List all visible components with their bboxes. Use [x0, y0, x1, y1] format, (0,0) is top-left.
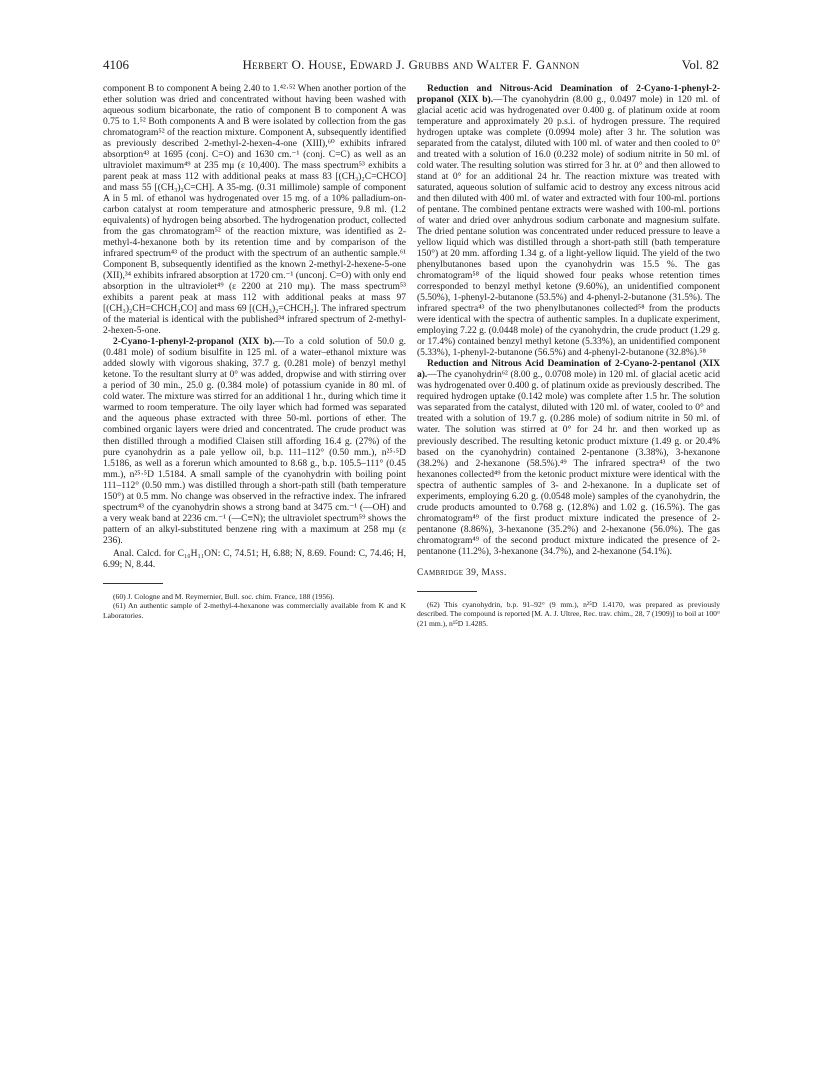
right-paragraph-1-body: —The cyanohydrin (8.00 g., 0.0497 mole) in 120 ml. of glacial acetic acid was hydrogenated over 0.400 g. of platinum oxide at room temperature and approximately 20 p.s.i. of hydrogen pressure. The required hydrogen uptake was complete (0.0994 mole) after 3 hr. The solution was separated from the catalyst, diluted with 100 ml. of water and then cooled to 0° and treated with a solution of 16.0 (0.232 mole) of sodium nitrite in 50 ml. of cold water. The resulting solution was stirred for 3 hr. at 0° and then allowed to stand at 0° for an additional 24 hr. The reaction mixture was treated with saturated, aqueous solution of sulfamic acid to destroy any excess nitrous acid and then diluted with 400 ml. of water and extracted with four 100-ml. portions of pentane. The combined pentane extracts were washed with 100-ml. portions of water and dried over anhydrous sodium carbonate and magnesium sulfate. The dried pentane solution was concentrated under reduced pressure to leave a yellow liquid which was distilled through a short-path still (bath temperature 150°) at 20 mm. affording 1.34 g. of a light-yellow liquid. The yield of the two phenylbutanones based upon the cyanohydrin was 15.5 %. The gas chromatogram⁵⁸ of the liquid showed four peaks whose retention times corresponded to benzyl methyl ketone (9.60%), an unidentified component (5.50%), 1-phenyl-2-butanone (53.5%) and 4-phenyl-2-butanone (31.5%). The infrared spectra⁴³ of the two phenylbutanones collected⁵⁸ from the products were identical with the spectra of authentic samples. In a duplicate experiment, employing 7.22 g. (0.0448 mole) of the cyanohydrin, the crude product (1.29 g. or 17.4%) contained benzyl methyl ketone (5.33%), an unidentified component (5.33%), 1-phenyl-2-butanone (56.5%) and 4-phenyl-2-butanone (32.8%).⁵⁸: [417, 95, 720, 359]
section-heading-deamination-xixa: Reduction and Nitrous Acid Deamination of 2-Cyano-2-pentanol (XIX a).: [417, 359, 720, 381]
page-number: 4106: [103, 57, 129, 72]
left-paragraph-2-body: —To a cold solution of 50.0 g. (0.481 mole) of sodium bisulfite in 125 ml. of a water–ethanol mixture was added slowly with vigorous shaking, 37.7 g. (0.281 mole) of benzyl methyl ketone. To the resultant slurry at 0° was added, dropwise and with stirring over a period of 30 min., 25.0 g. (0.384 mole) of potassium cyanide in 80 ml. of cold water. The mixture was stirred for an additional 1 hr., during which time it warmed to room temperature. The oily layer which had formed was separated and the aqueous phase extracted with three 50-ml. portions of ether. The combined organic layers were dried and concentrated. The crude product was then distilled through a modified Claisen still affording 16.4 g. (27%) of the pure cyanohydrin as a pale yellow oil, b.p. 111–112° (0.50 mm.), n²⁵·⁵D 1.5186, as well as a forerun which amounted to 8.68 g., b.p. 105.5–111° (0.45 mm.), n²⁵·⁵D 1.5184. A small sample of the cyanohydrin with boiling point 111–112° (0.50 mm.) was distilled through a short-path still (bath temperature 150°) at 0.5 mm. No change was observed in the refractive index. The infrared spectrum⁴³ of the cyanohydrin shows a strong band at 3475 cm.⁻¹ (—OH) and a very weak band at 2236 cm.⁻¹ (—C≡N); the ultraviolet spectrum⁵⁹ shows the pattern of an alkyl-substituted benzene ring with a maximum at 258 mμ (ε 236).: [103, 337, 407, 546]
footnote-62: (62) This cyanohydrin, b.p. 91–92° (9 mm.), n²⁵D 1.4170, was prepared as previously described. The compound is reported [M. A. J. Ultree, Rec. trav. chim., 28, 7 (1909)] to boil at 100° (21 mm.), n¹⁵D 1.4285.: [417, 599, 720, 628]
right-column: [417, 84, 720, 628]
left-paragraph-2: [103, 337, 406, 546]
volume-label: Vol. 82: [681, 57, 719, 72]
running-authors: Herbert O. House, Edward J. Grubbs and Walter F. Gannon: [242, 57, 580, 72]
page-header: [103, 57, 719, 73]
footnote-60: (60) J. Cologne and M. Reymernier, Bull. soc. chim. France, 188 (1956).: [113, 591, 335, 601]
left-column: [103, 84, 406, 620]
footnote-61: (61) An authentic sample of 2-methyl-4-hexanone was commercially available from K and K Laboratories.: [103, 601, 406, 620]
section-heading-deamination-xixb: Reduction and Nitrous-Acid Deamination of 2-Cyano-1-phenyl-2-propanol (XIX b).: [417, 84, 720, 106]
section-heading-cyanohydrin: 2-Cyano-1-phenyl-2-propanol (XIX b).: [113, 337, 275, 348]
analysis-line: Anal. Calcd. for C₁₀H₁₁ON: C, 74.51; H, 6.88; N, 8.69. Found: C, 74.46; H, 6.99; N, 8.44.: [103, 548, 406, 570]
right-paragraph-2-body: —The cyanohydrin⁶² (8.00 g., 0.0708 mole) in 120 ml. of glacial acetic acid was hydrogenated over 0.400 g. of platinum oxide as previously described. The required hydrogen uptake (0.142 mole) was complete after 1.5 hr. The solution was separated from the catalyst, diluted with 120 ml. of water, cooled to 0° and treated with a solution of 19.7 g. (0.286 mole) of sodium nitrite in 50 ml. of water. The solution was stirred at 0° for 24 hr. and then worked up as previously described. The resulting ketonic product mixture (1.49 g. or 20.4% based on the cyanohydrin) contained 2-pentanone (3.38%), 3-hexanone (38.2%) and 2-hexanone (58.5%).⁴⁹ The infrared spectra⁴³ of the two hexanones collected⁴⁹ from the ketonic product mixture were identical with the spectra of authentic samples of 3- and 2-hexanone. In a duplicate set of experiments, employing 6.20 g. (0.0548 mole) samples of the cyanohydrin, the crude products amounted to 0.768 g. (12.8%) and 1.02 g. (16.5%). The gas chromatogram⁴⁹ of the first product mixture indicated the presence of 2-pentanone (8.86%), 3-hexanone (35.2%) and 2-hexanone (56.0%). The gas chromatogram⁴⁹ of the second product mixture indicated the presence of 2-pentanone (11.2%), 3-hexanone (34.7%), and 2-hexanone (54.1%).: [417, 370, 720, 557]
right-paragraph-1: [417, 84, 720, 359]
footnote-rule-right: [417, 591, 477, 592]
right-paragraph-2: [417, 359, 720, 557]
footnote-rule: [103, 583, 163, 584]
institution-place: Cambridge 39, Mass.: [417, 567, 507, 578]
left-paragraph-1: component B to component A being 2.40 to 1.⁴²·⁵² When another portion of the ether solution was dried and concentrated without having been washed with aqueous sodium bicarbonate, the ratio of component B to component A was 0.75 to 1.⁵² Both components A and B were isolated by collection from the gas chromatogram⁵² of the reaction mixture. Component A, subsequently identified as previously described 2-methyl-2-hexen-4-one (XIII),⁶⁰ exhibits infrared absorption⁴³ at 1695 (conj. C=O) and 1630 cm.⁻¹ (conj. C=C) as well as an ultraviolet maximum⁴⁹ at 235 mμ (ε 10,400). The mass spectrum⁵³ exhibits a parent peak at mass 112 with additional peaks at mass 83 [(CH₃)₂C=CHCO] and mass 55 [(CH₃)₂C=CH]. A 35-mg. (0.31 millimole) sample of component A in 5 ml. of ethanol was hydrogenated over 15 mg. of a 10% palladium-on-carbon catalyst at room temperature and atmospheric pressure, 9.8 ml. (1.2 equivalents) of hydrogen being absorbed. The hydrogenation product, collected from the gas chromatogram⁵² of the reaction mixture, was identified as 2-methyl-4-hexanone both by its retention time and by comparison of the infrared spectrum⁴³ of the product with the spectrum of an authentic sample.⁶¹ Component B, subsequently identified as the known 2-methyl-2-hexene-5-one (XII),³⁴ exhibits infrared absorption at 1720 cm.⁻¹ (unconj. C=O) with only end absorption in the ultraviolet⁴⁹ (ε 2200 at 210 mμ). The mass spectrum⁵³ exhibits a parent peak at mass 112 with additional peaks at mass 97 [(CH₃)₂CH=CHCH₂CO] and mass 69 [(CH₃)₂=CHCH₂]. The infrared spectrum of the material is identical with the published³⁴ infrared spectrum of 2-methyl-2-hexen-5-one.: [103, 84, 406, 337]
